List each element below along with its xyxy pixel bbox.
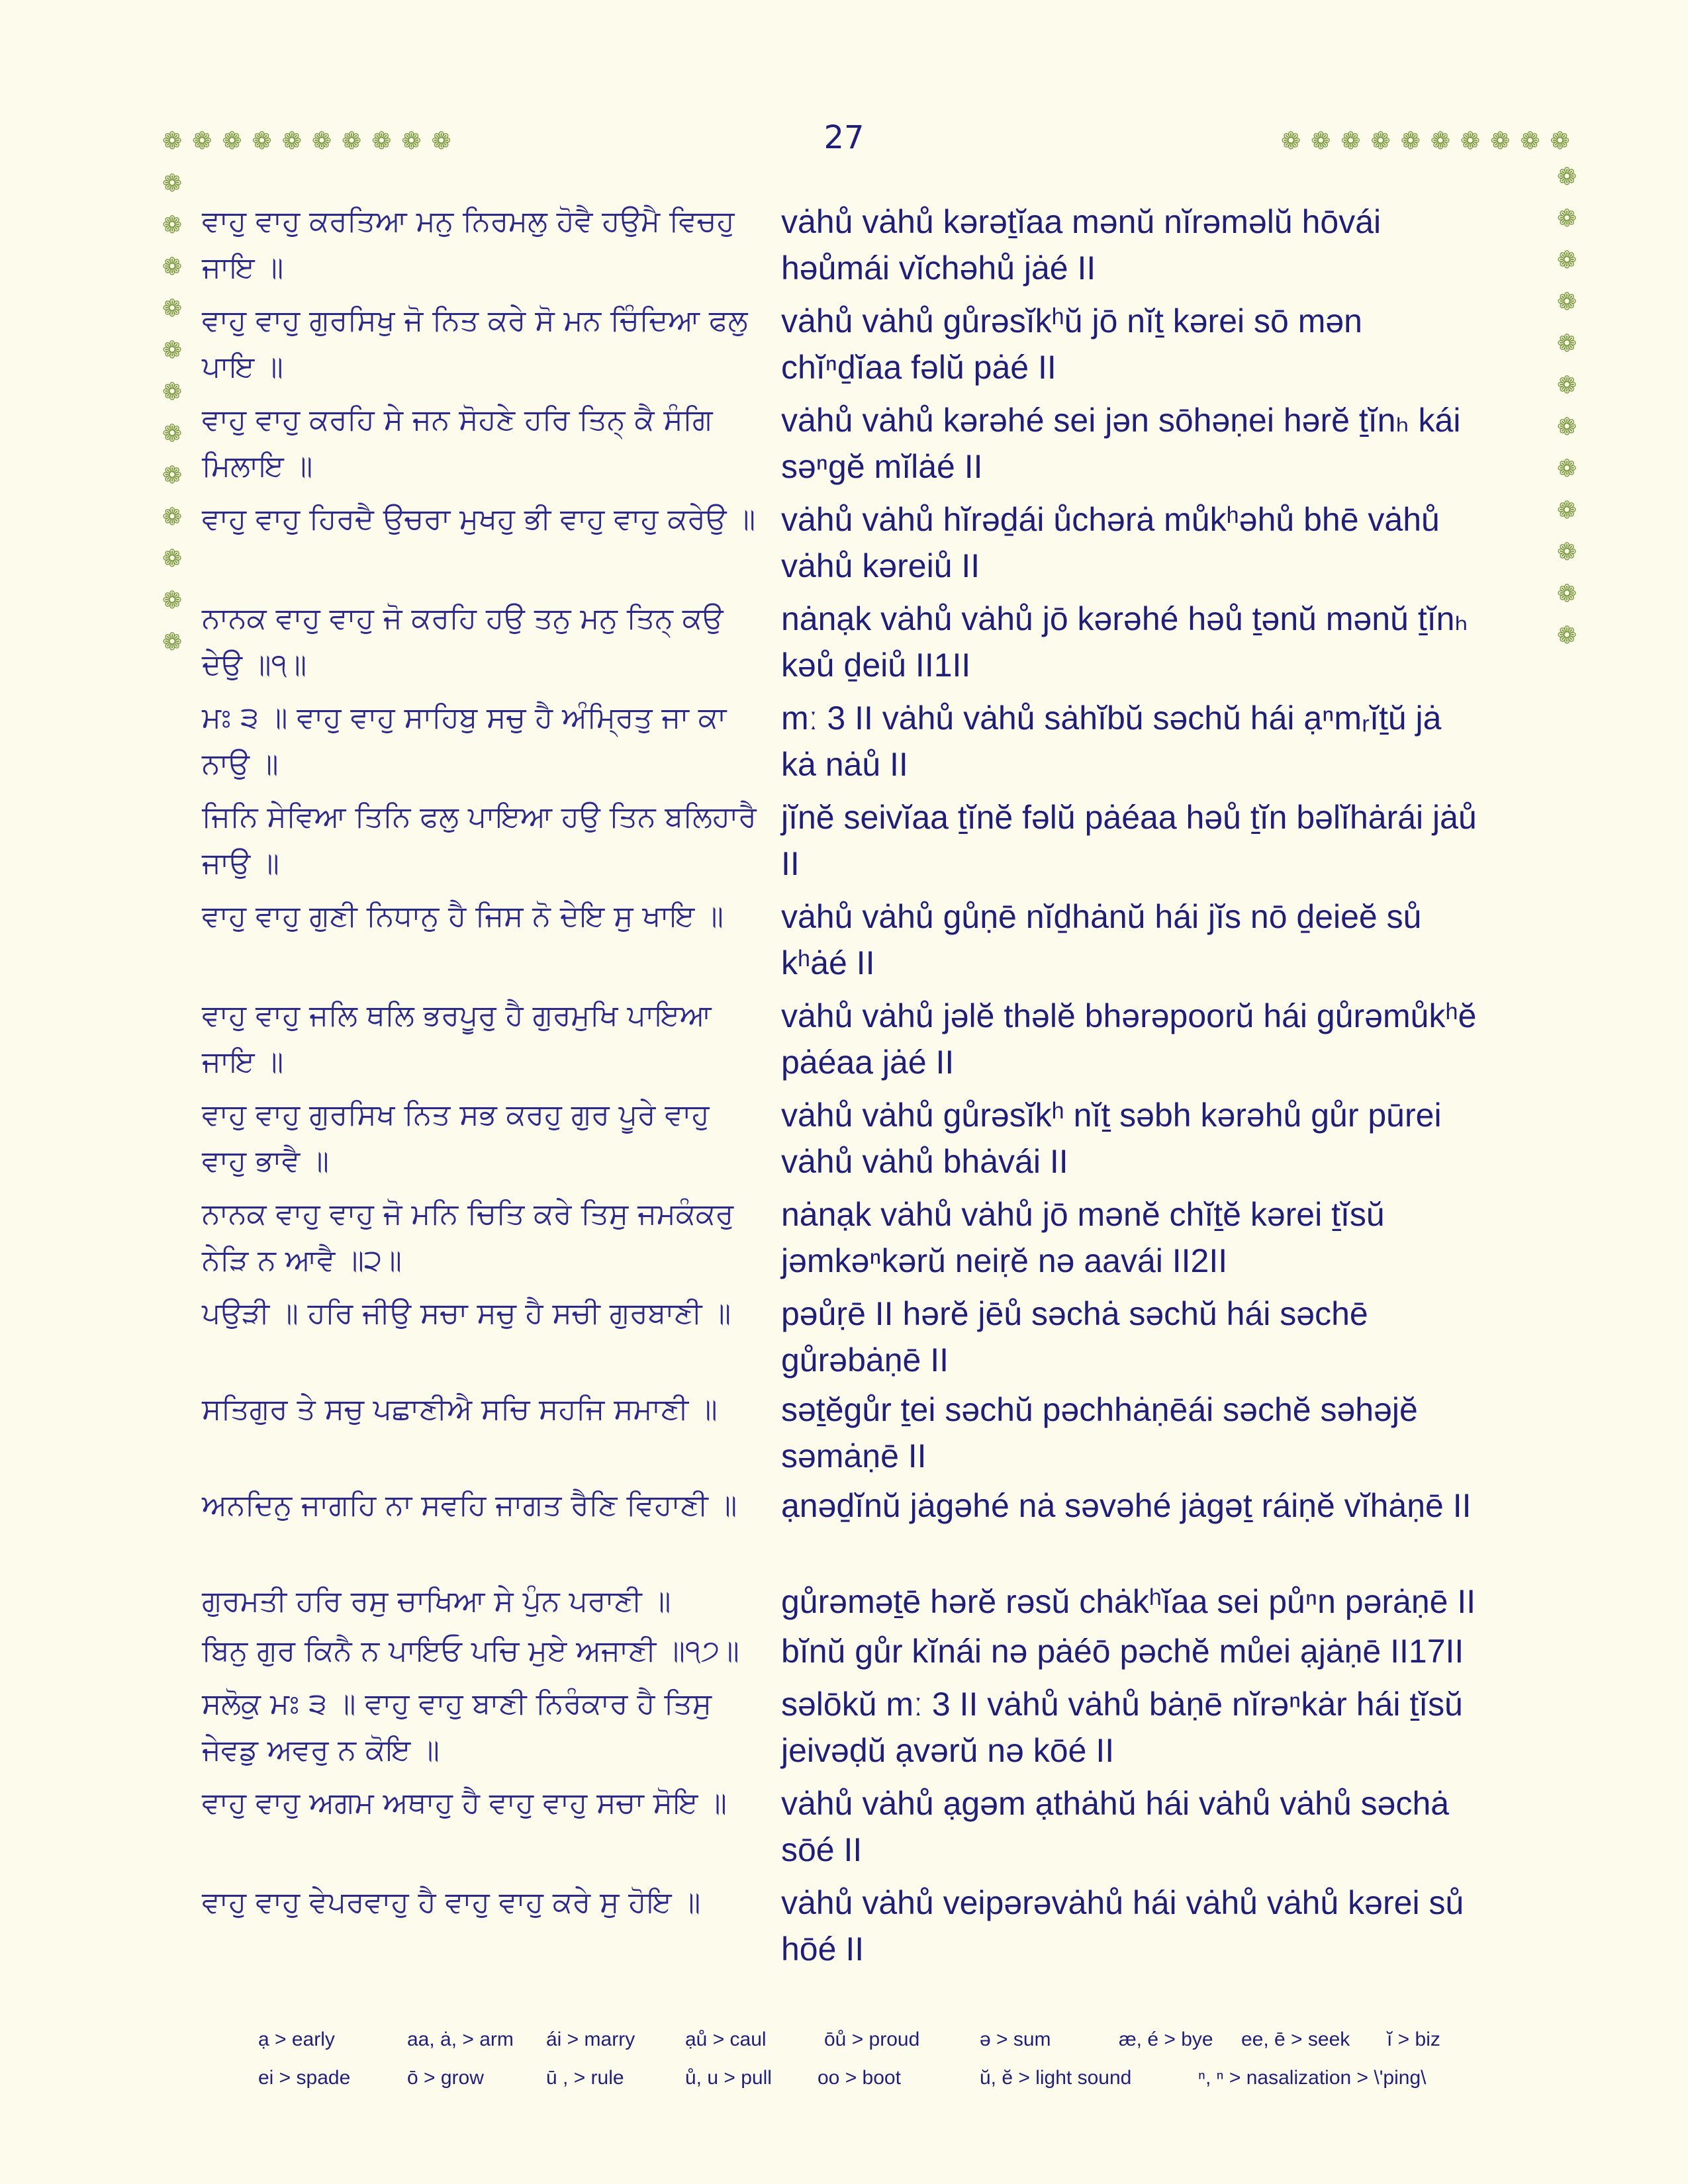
flower-icon: ❁ — [162, 629, 183, 656]
legend-item: ōů > proud — [824, 2028, 920, 2050]
gurmukhi-text: ਗੁਰਮਤੀ ਹਰਿ ਰਸੁ ਚਾਖਿਆ ਸੇ ਪੁੰਨ ਪਰਾਣੀ ॥ — [202, 1584, 671, 1618]
flower-icon: ❁ — [1557, 622, 1577, 649]
flower-icon: ❁ — [162, 295, 183, 322]
transliteration-text: vȧhů vȧhů veipərəvȧhů hái vȧhů vȧhů kərei sů hōé II — [781, 1884, 1464, 1968]
transliteration-text: bĭnŭ gůr kĭnái nə pȧéō pəchĕ můei ạjȧṇē II17II — [781, 1633, 1464, 1670]
transliteration-text: gůrəməṯē hərĕ rəsŭ chȧkʰĭaa sei půⁿn pərȧṇē II — [781, 1583, 1476, 1620]
gurmukhi-text: ਵਾਹੁ ਵਾਹੁ ਕਰਤਿਆ ਮਨੁ ਨਿਰਮਲੁ ਹੋਵੈ ਹਉਮੈ ਵਿਚਹੁ ਜਾਇ ॥ — [202, 205, 735, 285]
legend-item: ⁿ, ⁿ > nasalization > \'ping\ — [1198, 2067, 1427, 2089]
flower-icon: ❁ — [162, 462, 183, 489]
flower-icon: ❁ — [222, 128, 242, 155]
flower-icon: ❁ — [1460, 128, 1481, 155]
legend-item: ạ > early — [258, 2028, 335, 2050]
legend-item: ee, ē > seek — [1241, 2028, 1350, 2050]
transliteration-text: vȧhů vȧhů gůṇē nĭḏhȧnŭ hái jĭs nō ḏeieĕ sů kʰȧé II — [781, 898, 1422, 981]
flower-icon: ❁ — [162, 420, 183, 447]
flower-icon: ❁ — [1557, 539, 1577, 566]
flower-icon: ❁ — [1557, 163, 1577, 191]
flower-icon: ❁ — [1557, 289, 1577, 316]
gurmukhi-text: ਵਾਹੁ ਵਾਹੁ ਹਿਰਦੈ ਉਚਰਾ ਮੁਖਹੁ ਭੀ ਵਾਹੁ ਵਾਹੁ ਕਰੇਉ ॥ — [202, 502, 756, 536]
gurmukhi-text: ਵਾਹੁ ਵਾਹੁ ਗੁਰਸਿਖ ਨਿਤ ਸਭ ਕਰਹੁ ਗੁਰ ਪੂਰੇ ਵਾਹੁ ਵਾਹੁ ਭਾਵੈ ॥ — [202, 1098, 710, 1178]
flower-icon: ❁ — [1490, 128, 1511, 155]
legend-item: ĭ > biz — [1387, 2028, 1440, 2050]
flower-icon: ❁ — [162, 212, 183, 239]
transliteration-text: vȧhů vȧhů gůrəsĭkʰŭ jō nĭṯ kərei sō mən chĭⁿḏĭaa fəlŭ pȧé II — [781, 302, 1362, 386]
flower-icon: ❁ — [1520, 128, 1540, 155]
flower-icon: ❁ — [162, 587, 183, 614]
flower-icon: ❁ — [162, 253, 183, 281]
transliteration-text: vȧhů vȧhů kərəhé sei jən sōhəṇei hərĕ ṯĭnₕ kái səⁿgĕ mĭlȧé II — [781, 402, 1461, 485]
transliteration-text: səlōkŭ mː 3 II vȧhů vȧhů bȧṇē nĭrəⁿkȧr hái ṯĭsŭ jeivəḍŭ ạvərŭ nə kōé II — [781, 1686, 1463, 1769]
gurmukhi-text: ਪਉੜੀ ॥ ਹਰਿ ਜੀਉ ਸਚਾ ਸਚੁ ਹੈ ਸਚੀ ਗੁਰਬਾਣੀ ॥ — [202, 1297, 731, 1330]
flower-icon: ❁ — [281, 128, 302, 155]
page-number: 27 — [823, 119, 865, 156]
flower-icon: ❁ — [1340, 128, 1361, 155]
flower-icon: ❁ — [401, 128, 422, 155]
gurmukhi-text: ਵਾਹੁ ਵਾਹੁ ਗੁਣੀ ਨਿਧਾਨੁ ਹੈ ਜਿਸ ਨੋ ਦੇਇ ਸੁ ਖਾਇ ॥ — [202, 899, 724, 933]
flower-icon: ❁ — [162, 170, 183, 197]
transliteration-text: vȧhů vȧhů kərəṯĭaa mənŭ nĭrəməlŭ hōvái həůmái vĭchəhů jȧé II — [781, 203, 1382, 287]
flower-icon: ❁ — [342, 128, 362, 155]
legend-item: ū , > rule — [546, 2067, 624, 2089]
transliteration-text: pəůṛē II hərĕ jēů səchȧ səchŭ hái səchē gůrəbȧṇē II — [781, 1295, 1368, 1379]
gurmukhi-text: ਬਿਨੁ ਗੁਰ ਕਿਨੈ ਨ ਪਾਇਓ ਪਚਿ ਮੁਏ ਅਜਾਣੀ ॥੧੭॥ — [202, 1634, 739, 1668]
flower-icon: ❁ — [1550, 128, 1570, 155]
flower-icon: ❁ — [162, 545, 183, 572]
legend-item: oo > boot — [818, 2067, 901, 2089]
gurmukhi-text: ਵਾਹੁ ਵਾਹੁ ਗੁਰਸਿਖੁ ਜੋ ਨਿਤ ਕਰੇ ਸੋ ਮਨ ਚਿੰਦਿਆ ਫਲੁ ਪਾਇ ॥ — [202, 304, 748, 384]
transliteration-text: səṯĕgůr ṯei səchŭ pəchhȧṇēái səchĕ səhəjĕ səmȧṇē II — [781, 1391, 1418, 1475]
legend-item: aa, ȧ, > arm — [407, 2028, 514, 2050]
gurmukhi-text: ਅਨਦਿਨੁ ਜਾਗਹਿ ਨਾ ਸਵਹਿ ਜਾਗਤ ਰੈਣਿ ਵਿਹਾਣੀ ॥ — [202, 1488, 737, 1522]
decor-right-column — [1557, 165, 1577, 648]
gurmukhi-text: ਮਃ ੩ ॥ ਵਾਹੁ ਵਾਹੁ ਸਾਹਿਬੁ ਸਚੁ ਹੈ ਅੰਮ੍ਰਿਤੁ ਜਾ ਕਾ ਨਾਉ ॥ — [202, 701, 727, 781]
flower-icon: ❁ — [162, 128, 183, 155]
flower-icon: ❁ — [431, 128, 451, 155]
flower-icon: ❁ — [1557, 330, 1577, 357]
legend-item: ō > grow — [407, 2067, 484, 2089]
gurmukhi-text: ਸਲੋਕੁ ਮਃ ੩ ॥ ਵਾਹੁ ਵਾਹੁ ਬਾਣੀ ਨਿਰੰਕਾਰ ਹੈ ਤਿਸੁ ਜੇਵਡੁ ਅਵਰੁ ਨ ਕੋਇ ॥ — [202, 1687, 712, 1767]
transliteration-text: vȧhů vȧhů hĭrəḏái ůchərȧ můkʰəhů bhē vȧhů vȧhů kəreiů II — [781, 501, 1440, 584]
gurmukhi-text: ਨਾਨਕ ਵਾਹੁ ਵਾਹੁ ਜੋ ਮਨਿ ਚਿਤਿ ਕਰੇ ਤਿਸੁ ਜਮਕੰਕਰੁ ਨੇੜਿ ਨ ਆਵੈ ॥੨॥ — [202, 1197, 734, 1277]
legend-item: ŭ, ĕ > light sound — [980, 2067, 1132, 2089]
flower-icon: ❁ — [1557, 455, 1577, 482]
flower-icon: ❁ — [1557, 414, 1577, 441]
flower-icon: ❁ — [1557, 247, 1577, 274]
flower-icon: ❁ — [1311, 128, 1331, 155]
decor-left-column — [162, 172, 182, 655]
flower-icon: ❁ — [162, 337, 183, 364]
flower-icon: ❁ — [1557, 580, 1577, 608]
flower-icon: ❁ — [1370, 128, 1391, 155]
flower-icon: ❁ — [1557, 497, 1577, 524]
legend-row — [258, 2028, 1516, 2067]
flower-icon: ❁ — [162, 504, 183, 531]
transliteration-text: mː 3 II vȧhů vȧhů sȧhĭbŭ səchŭ hái ạⁿmᵣĭṯŭ jȧ kȧ nȧů II — [781, 700, 1442, 783]
transliteration-text: ạnəḏĭnŭ jȧgəhé nȧ səvəhé jȧgəṯ ráiṇĕ vĭhȧṇē II — [781, 1487, 1472, 1524]
legend-item: ạů > caul — [685, 2028, 767, 2050]
gurmukhi-text: ਵਾਹੁ ਵਾਹੁ ਜਲਿ ਥਲਿ ਭਰਪੂਰੁ ਹੈ ਗੁਰਮੁਖਿ ਪਾਇਆ ਜਾਇ ॥ — [202, 999, 712, 1079]
transliteration-text: jĭnĕ seivĭaa ṯĭnĕ fəlŭ pȧéaa həů ṯĭn bəlĭhȧrái jȧů II — [781, 799, 1477, 882]
decor-top-right — [1281, 130, 1570, 154]
decor-top-left — [162, 130, 451, 154]
legend-item: ei > spade — [258, 2067, 351, 2089]
flower-icon: ❁ — [252, 128, 272, 155]
flower-icon: ❁ — [311, 128, 332, 155]
legend-row — [258, 2067, 1516, 2105]
legend-item: æ, é > bye — [1119, 2028, 1213, 2050]
flower-icon: ❁ — [192, 128, 212, 155]
pronunciation-legend — [258, 2028, 1516, 2105]
flower-icon: ❁ — [1281, 128, 1301, 155]
transliteration-text: vȧhů vȧhů jəlĕ thəlĕ bhərəpoorŭ hái gůrəmůkʰĕ pȧéaa jȧé II — [781, 997, 1477, 1081]
gurmukhi-text: ਵਾਹੁ ਵਾਹੁ ਅਗਮ ਅਥਾਹੁ ਹੈ ਵਾਹੁ ਵਾਹੁ ਸਚਾ ਸੋਇ ॥ — [202, 1786, 727, 1820]
flower-icon: ❁ — [1557, 205, 1577, 232]
transliteration-text: vȧhů vȧhů gůrəsĭkʰ nĭṯ səbh kərəhů gůr pūrei vȧhů vȧhů bhȧvái II — [781, 1097, 1442, 1180]
legend-item: ái > marry — [546, 2028, 635, 2050]
gurmukhi-text: ਨਾਨਕ ਵਾਹੁ ਵਾਹੁ ਜੋ ਕਰਹਿ ਹਉ ਤਨੁ ਮਨੁ ਤਿਨ੍ ਕਉ ਦੇਉ ॥੧॥ — [202, 602, 724, 682]
gurmukhi-text: ਸਤਿਗੁਰ ਤੇ ਸਚੁ ਪਛਾਣੀਐ ਸਚਿ ਸਹਜਿ ਸਮਾਣੀ ॥ — [202, 1392, 718, 1426]
legend-item: ə > sum — [980, 2028, 1051, 2050]
gurmukhi-text: ਵਾਹੁ ਵਾਹੁ ਕਰਹਿ ਸੇ ਜਨ ਸੋਹਣੇ ਹਰਿ ਤਿਨ੍ ਕੈ ਸੰਗਿ ਮਿਲਾਇ ॥ — [202, 403, 713, 483]
flower-icon: ❁ — [162, 379, 183, 406]
flower-icon: ❁ — [371, 128, 392, 155]
flower-icon: ❁ — [1557, 372, 1577, 399]
flower-icon: ❁ — [1400, 128, 1421, 155]
transliteration-text: vȧhů vȧhů ạgəm ạthȧhŭ hái vȧhů vȧhů səchȧ sōé II — [781, 1785, 1450, 1868]
gurmukhi-text: ਜਿਨਿ ਸੇਵਿਆ ਤਿਨਿ ਫਲੁ ਪਾਇਆ ਹਉ ਤਿਨ ਬਲਿਹਾਰੈ ਜਾਉ ॥ — [202, 800, 757, 880]
transliteration-text: nȧnạk vȧhů vȧhů jō kərəhé həů ṯənŭ mənŭ ṯĭnₕ kəů ḏeiů II1II — [781, 600, 1468, 684]
legend-item: ů, u > pull — [685, 2067, 772, 2089]
transliteration-text: nȧnạk vȧhů vȧhů jō mənĕ chĭṯĕ kərei ṯĭsŭ jəmkəⁿkərŭ neiṛĕ nə aavái II2II — [781, 1196, 1385, 1279]
gurmukhi-text: ਵਾਹੁ ਵਾਹੁ ਵੇਪਰਵਾਹੁ ਹੈ ਵਾਹੁ ਵਾਹੁ ਕਰੇ ਸੁ ਹੋਇ ॥ — [202, 1886, 701, 1919]
flower-icon: ❁ — [1430, 128, 1451, 155]
